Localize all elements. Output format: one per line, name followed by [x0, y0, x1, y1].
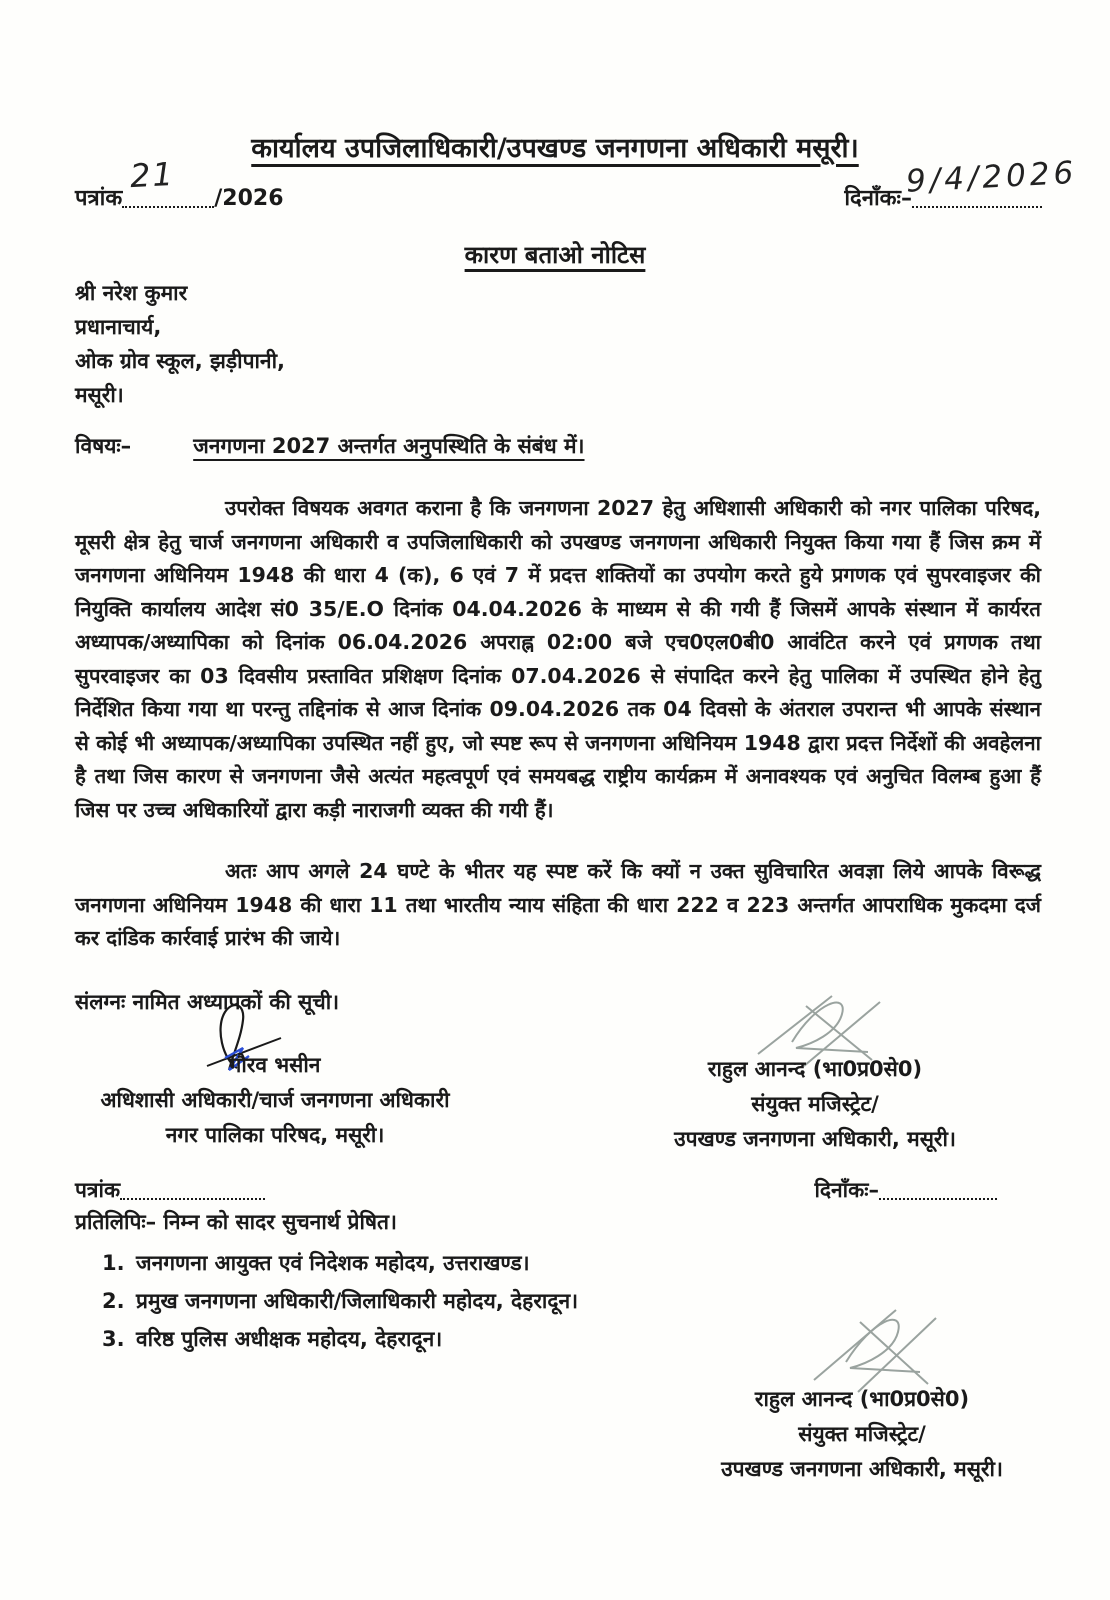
copy-list-item — [102, 1244, 578, 1282]
signatory-left-block — [75, 1048, 475, 1153]
signatory-office: उपखण्ड जनगणना अधिकारी, मसूरी। — [721, 1457, 1003, 1481]
subject-row — [75, 432, 585, 460]
addressee-line: प्रधानाचार्य, — [75, 315, 162, 339]
letter-no-line — [75, 155, 284, 212]
copy-item-text: वरिष्ठ पुलिस अधीक्षक महोदय, देहरादून। — [136, 1327, 443, 1351]
copy-heading: प्रतिलिपिः– निम्न को सादर सुचनार्थ प्रेषित। — [75, 1210, 397, 1234]
signature-scribble-bottom — [800, 1296, 960, 1396]
addressee-line: मसूरी। — [75, 383, 124, 407]
copy-item-number: 1. — [102, 1251, 125, 1275]
footer-date-dotted-line — [879, 1179, 997, 1200]
date-line — [844, 155, 1079, 212]
footer-letter-no-line — [75, 1176, 265, 1204]
body-paragraph-1 — [75, 492, 1041, 827]
body-paragraph-2 — [75, 855, 1041, 956]
footer-date-label: दिनाँकः– — [814, 1178, 879, 1202]
copy-list-item — [102, 1282, 578, 1320]
footer-date-line — [814, 1176, 997, 1204]
notice-title: कारण बताओ नोटिस — [464, 241, 646, 269]
letter-meta-row — [75, 155, 1079, 232]
subject-label: विषयः– — [75, 434, 132, 458]
copy-list-item — [102, 1320, 578, 1358]
letter-no-suffix: /2026 — [214, 186, 284, 211]
signatory-right-block — [615, 1052, 1015, 1157]
date-dotted-line — [905, 155, 1079, 208]
copy-item-text: जनगणना आयुक्त एवं निदेशक महोदय, उत्तराखण्ड। — [136, 1251, 530, 1275]
letter-no-label: पत्रांक — [75, 186, 123, 211]
signatory-designation: संयुक्त मजिस्ट्रेट/ — [798, 1422, 926, 1446]
paragraph-text: उपरोक्त विषयक अवगत कराना है कि जनगणना 2027 हेतु अधिशासी अधिकारी को नगर पालिका परिषद, मूसरी क्षेत्र हेतु चार्ज जनगणना अधिकारी व उपजिलाधिकारी को उपखण्ड जनगणना अधिकारी नियुक्त किया गया हैं जिस क्रम में जनगणना अधिनियम 1948 की धारा 4 (क), 6 एवं 7 में प्रदत्त शक्तियों का उपयोग करते हुये प्रगणक एवं सुपरवाइजर की नियुक्ति कार्यालय आदेश सं0 35/E.O दिनांक 04.04.2026 के माध्यम से की गयी हैं जिसमें आपके संस्थान में कार्यरत अध्यापक/अध्यापिका को दिनांक 06.04.2026 अपराह्न 02:00 बजे एच0एल0बी0 आवंटित करने एवं प्रगणक तथा सुपरवाइजर का 03 दिवसीय प्रस्तावित प्रशिक्षण दिनांक 07.04.2026 से संपादित करने हेतु पालिका में उपस्थित होने हेतु निर्देशित किया गया था परन्तु तद्दिनांक से आज दिनांक 09.04.2026 तक 04 दिवसो के अंतराल उपरान्त भी आपके संस्थान से कोई भी अध्यापक/अध्यापिका उपस्थित नहीं हुए, जो स्पष्ट रूप से जनगणना अधिनियम 1948 द्वारा प्रदत्त निर्देशों की अवहेलना है तथा जिस कारण से जनगणना जैसे अत्यंत महत्वपूर्ण एवं समयबद्ध राष्ट्रीय कार्यक्रम में अनावश्यक एवं अनुचित विलम्ब हुआ हैं जिस पर उच्च अधिकारियों द्वारा कड़ी नाराजगी व्यक्त की गयी हैं। — [75, 496, 1041, 822]
copy-list — [102, 1244, 578, 1358]
date-label: दिनाँकः– — [844, 186, 912, 211]
paragraph-text: अतः आप अगले 24 घण्टे के भीतर यह स्पष्ट करें कि क्यों न उक्त सुविचारित अवज्ञा लिये आपके विरूद्ध जनगणना अधिनियम 1948 की धारा 11 तथा भारतीय न्याय संहिता की धारा 222 व 223 अन्तर्गत आपराधिक मुकदमा दर्ज कर दांडिक कार्रवाई प्रारंभ की जाये। — [75, 859, 1041, 950]
signatory-office: उपखण्ड जनगणना अधिकारी, मसूरी। — [674, 1127, 956, 1151]
copy-item-number: 3. — [102, 1327, 125, 1351]
signatory-name: राहुल आनन्द (भा0प्र0से0) — [707, 1057, 923, 1081]
signatory-name: गौरव भसीन — [229, 1053, 321, 1077]
letter-no-dotted-line — [122, 155, 214, 208]
signatory-office: नगर पालिका परिषद, मसूरी। — [165, 1123, 385, 1147]
office-title: कार्यालय उपजिलाधिकारी/उपखण्ड जनगणना अधिकारी मसूरी। — [251, 133, 859, 164]
addressee-line: श्री नरेश कुमार — [75, 281, 188, 305]
footer-letter-no-label: पत्रांक — [75, 1178, 121, 1202]
signatory-designation: संयुक्त मजिस्ट्रेट/ — [751, 1092, 879, 1116]
date-handwritten: 9/4/2026 — [905, 155, 1079, 200]
signatory-designation: अधिशासी अधिकारी/चार्ज जनगणना अधिकारी — [100, 1088, 450, 1112]
subject-text: जनगणना 2027 अन्तर्गत अनुपस्थिति के संबंध में। — [193, 434, 585, 458]
footer-letter-no-dotted-line — [120, 1179, 265, 1200]
copy-item-text: प्रमुख जनगणना अधिकारी/जिलाधिकारी महोदय, देहरादून। — [136, 1289, 579, 1313]
addressee-line: ओक ग्रोव स्कूल, झड़ीपानी, — [75, 349, 286, 373]
signatory-bottom-block — [682, 1382, 1042, 1487]
signatory-name: राहुल आनन्द (भा0प्र0से0) — [754, 1387, 970, 1411]
enclosure-line: संलग्नः नामित अध्यापकों की सूची। — [75, 990, 340, 1014]
copy-item-number: 2. — [102, 1289, 125, 1313]
addressee-block — [75, 276, 285, 412]
letter-no-handwritten: 21 — [129, 155, 176, 196]
